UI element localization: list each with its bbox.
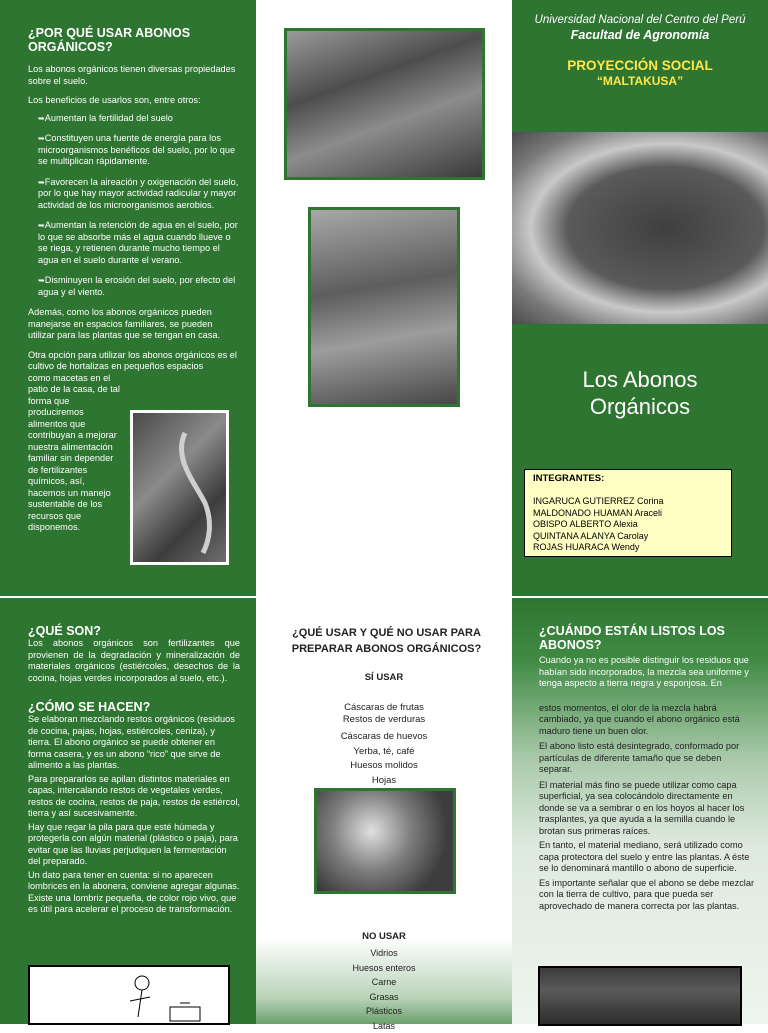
compost-photo xyxy=(512,132,768,324)
small-spaces-paragraph: Otra opción para utilizar los abonos orgánicos es el cultivo de hortalizas en pequeños espacios xyxy=(28,350,240,373)
use-heading: ¿QUÉ USAR Y QUÉ NO USAR PARA PREPARAR ABONOS ORGÁNICOS? xyxy=(284,625,489,657)
worm-photo xyxy=(130,410,229,565)
how-text-2: Para prepararlos se apilan distintos materiales en capas, intercalando restos de vegetales verdes, restos de cocina, restos de paja, restos de estiércol, tierra y así sucesivamente. xyxy=(28,774,240,820)
title-line-2: Orgánicos xyxy=(512,393,768,420)
project-name: “MALTAKUSA” xyxy=(512,74,768,88)
gardener-photo xyxy=(308,207,460,407)
benefits-list xyxy=(28,113,240,299)
panel-use-not-use xyxy=(256,598,512,1024)
list-item: ➥ Constituyen una fuente de energía para los microorganismos benéficos del suelo, por lo que se multiplican rápidamente. xyxy=(38,133,240,168)
list-item: Cáscaras de frutas xyxy=(256,702,512,714)
member-name: ROJAS HUARACA Wendy xyxy=(533,542,723,554)
garden-photo xyxy=(284,28,485,180)
brochure-title xyxy=(512,366,768,420)
members-label: INTEGRANTES: xyxy=(533,473,723,484)
what-heading: ¿QUÉ SON? xyxy=(28,624,240,638)
list-item: Latas xyxy=(256,1019,512,1033)
member-name: QUINTANA ALANYA Carolay xyxy=(533,531,723,543)
person-drawing-icon xyxy=(30,967,228,1023)
list-item: Grasas xyxy=(256,990,512,1005)
use-list-b xyxy=(256,730,512,788)
how-text-1: Se elaboran mezclando restos orgánicos (residuos de cocina, pajas, hojas, estiércoles, ceniza), y tierra. El abono orgánico se puede obtener en forma casera, y es un abono “rico” que sirve de alimento a las plantas. xyxy=(28,714,240,772)
list-item: Yerba, té, café xyxy=(256,745,512,760)
list-item: Hojas xyxy=(256,774,512,789)
faculty-name: Facultad de Agronomía xyxy=(512,28,768,42)
list-item: Plásticos xyxy=(256,1004,512,1019)
list-item: ➥ Favorecen la aireación y oxigenación del suelo, por lo que hay mayor actividad radicular y mayor actividad de los microorganismos aerobios. xyxy=(38,177,240,212)
list-item: ➥ Aumentan la retención de agua en el suelo, por lo que se absorbe más el agua cuando llueve o se riega, y retienen durante mucho tiempo el agua en el suelo durante el verano. xyxy=(38,220,240,266)
when-text-5: Es importante señalar que el abono se debe mezclar con la tierra de cultivo, para que pueda ser aprovechado de manera correcta por las plantas. xyxy=(539,878,754,913)
kitchen-scraps-photo xyxy=(314,788,456,894)
when-text-4: En tanto, el material mediano, será utilizado como capa protectora del suelo y entre las plantas. A éste se lo denominará mantillo o abono de superficie. xyxy=(539,840,754,875)
when-heading: ¿CUÁNDO ESTÁN LISTOS LOS ABONOS? xyxy=(539,624,754,652)
list-item: Cáscaras de huevos xyxy=(256,730,512,745)
how-heading: ¿CÓMO SE HACEN? xyxy=(28,700,240,714)
list-item: Restos de verduras xyxy=(256,714,512,726)
list-item: Vidrios xyxy=(256,946,512,961)
when-text-3: El material más fino se puede utilizar como capa superficial, ya sea colocándolo directamente en donde se va a sembrar o en los hoyos al hacer los trasplantes, ya que ayuda a la semilla cuando le brotan sus primeras raíces. xyxy=(539,780,754,838)
compost-drawing xyxy=(28,965,230,1025)
member-name: INGARUCA GUTIERREZ Corina xyxy=(533,496,723,508)
panel-what-how xyxy=(0,598,256,1024)
why-heading: ¿POR QUÉ USAR ABONOS ORGÁNICOS? xyxy=(28,26,240,54)
how-text-4: Un dato para tener en cuenta: si no aparecen lombrices en la abonera, conviene agregar algunas. Existe una lombriz pequeña, de color rojo vivo, que es útil para acelerar el proceso de transformación. xyxy=(28,870,240,916)
when-text-1b: estos momentos, el olor de la mezcla habrá cambiado, ya que cuando el abono orgánico está maduro tiene un buen olor. xyxy=(539,703,754,738)
how-text-3: Hay que regar la pila para que esté húmeda y protegerla con algún material (plástico o paja), para evitar que las lluvias perjudiquen la fermentación del preparado. xyxy=(28,822,240,868)
panel-when-ready xyxy=(512,598,768,1024)
home-paragraph: Además, como los abonos orgánicos pueden manejarse en espacios familiares, se pueden utilizar para las plantas que se tengan en casa. xyxy=(28,307,240,342)
hands-compost-photo xyxy=(538,966,742,1026)
list-item: ➥ Disminuyen la erosión del suelo, por efecto del agua y el viento. xyxy=(38,275,240,298)
use-label: SÍ USAR xyxy=(256,672,512,683)
no-use-label: NO USAR xyxy=(256,931,512,942)
what-text: Los abonos orgánicos son fertilizantes que provienen de la degradación y mineralización de materiales orgánicos (estiércoles, desechos de la cocina, hojas verdes incorporados al suelo, etc.). xyxy=(28,638,240,684)
list-item: Carne xyxy=(256,975,512,990)
title-line-1: Los Abonos xyxy=(512,366,768,393)
university-name: Universidad Nacional del Centro del Perú xyxy=(512,14,768,26)
benefits-intro: Los beneficios de usarlos son, entre otros: xyxy=(28,95,240,107)
worm-icon xyxy=(133,413,226,562)
when-text-2: El abono listo está desintegrado, conformado por partículas de diferente tamaño que se deben separar. xyxy=(539,741,754,776)
use-list-a xyxy=(256,702,512,726)
project-label: PROYECCIÓN SOCIAL xyxy=(512,58,768,73)
list-item: ➥ Aumentan la fertilidad del suelo xyxy=(38,113,240,125)
member-name: MALDONADO HUAMAN Araceli xyxy=(533,508,723,520)
list-item: Huesos enteros xyxy=(256,961,512,976)
member-name: OBISPO ALBERTO Alexia xyxy=(533,519,723,531)
why-intro: Los abonos orgánicos tienen diversas propiedades sobre el suelo. xyxy=(28,64,240,87)
list-item: Huesos molidos xyxy=(256,759,512,774)
when-text-1a: Cuando ya no es posible distinguir los residuos que habían sido incorporados, la mezcla sea uniforme y tenga aspecto a tierra negra y esponjosa. En xyxy=(539,655,754,690)
panel-photos xyxy=(256,0,512,598)
pots-paragraph: como macetas en el patio de la casa, de tal forma que produciremos alimentos que contribuyan a mejorar nuestra alimentación familiar sin depender de fertilizantes químicos, así, hacemos un manejo sustentable de los recursos que disponemos. xyxy=(28,373,122,534)
members-box xyxy=(524,469,732,557)
no-use-list xyxy=(256,946,512,1033)
